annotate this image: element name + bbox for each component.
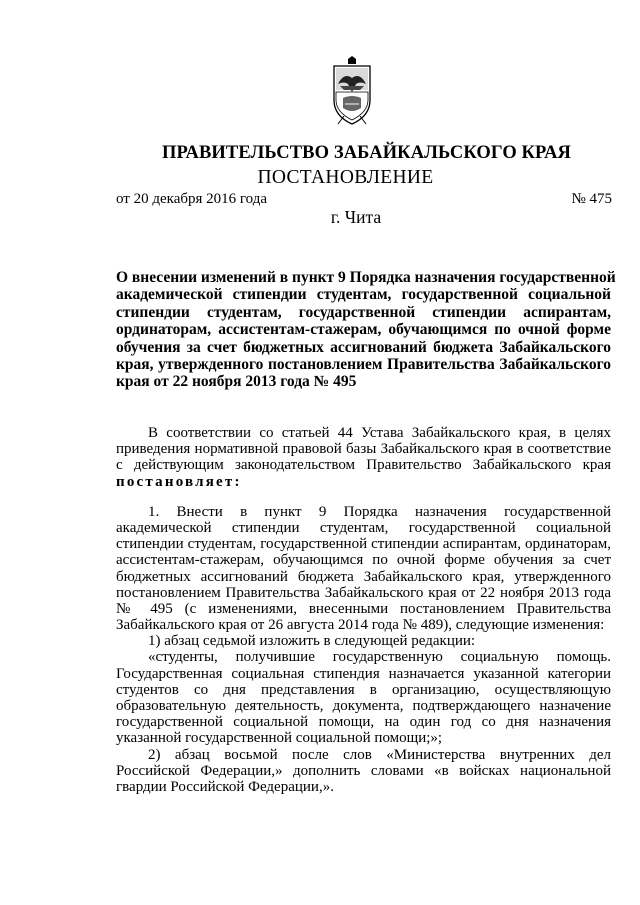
document-heading <box>116 269 616 391</box>
item1-line: 1. Внести в пункт 9 Порядка назначения государственной <box>148 503 611 520</box>
quote-line: указанной государственной социальной помощи;»; <box>116 730 443 747</box>
heading-line: края, утвержденного постановлением Правительства Забайкальского <box>116 355 611 373</box>
heading-line: обучения за счет бюджетных ассигнований бюджета Забайкальского <box>116 338 611 356</box>
document-date: от 20 декабря 2016 года <box>116 191 268 207</box>
document-number: № 475 <box>571 191 612 207</box>
heading-line: края от 22 ноября 2013 года № 495 <box>116 373 357 391</box>
document-body <box>116 425 611 795</box>
quote-line: государственной социальной помощи, на один год со дня назначения <box>116 714 611 731</box>
preamble-line: В соответствии со статьей 44 Устава Забайкальского края, в целях <box>148 425 611 441</box>
item1-line: Забайкальского края от 26 августа 2014 года № 489), следующие изменения: <box>116 617 605 634</box>
quote-line: «студенты, получившие государственную социальную помощь. <box>148 649 611 666</box>
resolves-word: постановляет: <box>116 473 242 490</box>
coat-of-arms-icon <box>330 56 374 128</box>
quote-line: студентов со дня представления в организацию, осуществляющую <box>116 681 611 698</box>
item1-line: № 495 (с изменениями, внесенными постановлением Правительства <box>116 600 611 617</box>
subitem2-line: гвардии Российской Федерации,». <box>116 778 334 795</box>
quote-line: образовательную деятельность, документа, подтверждающего назначение <box>116 698 611 714</box>
item1-line: стипендии студентам, государственной стипендии аспирантам, ординаторам, <box>116 536 611 553</box>
document-type: ПОСТАНОВЛЕНИЕ <box>257 167 434 188</box>
subitem2-line: 2) абзац восьмой после слов «Министерства внутренних дел <box>148 746 611 763</box>
item1-line: академической стипендии студентам, государственной социальной <box>116 519 611 536</box>
heading-line: ординаторам, ассистентам-стажерам, обучающимся по очной форме <box>116 321 611 339</box>
item1-line: ассистентам-стажерам, обучающимся по очной форме обучения за счет <box>116 552 611 569</box>
heading-line: О внесении изменений в пункт 9 Порядка назначения государственной <box>116 269 616 286</box>
subitem1-line: 1) абзац седьмой изложить в следующей редакции: <box>148 633 476 650</box>
subitem2-line: Российской Федерации,» дополнить словами «в войсках национальной <box>116 762 611 779</box>
organization-title: ПРАВИТЕЛЬСТВО ЗАБАЙКАЛЬСКОГО КРАЯ <box>161 143 572 163</box>
preamble-line: с действующим законодательством Правительство Забайкальского края <box>116 457 611 474</box>
preamble-line: приведения нормативной правовой базы Забайкальского края в соответствие <box>116 441 611 458</box>
quote-line: Государственная социальная стипендия назначается указанной категории <box>116 665 611 682</box>
item1-line: бюджетных ассигнований бюджета Забайкальского края, утвержденного <box>116 568 611 585</box>
heading-line: стипендии студентам, государственной стипендии аспирантам, <box>116 303 611 321</box>
heading-line: академической стипендии студентам, государственной социальной <box>116 286 611 304</box>
item1-line: постановлением Правительства Забайкальского края от 22 ноября 2013 года <box>116 584 611 601</box>
document-city: г. Чита <box>330 207 382 227</box>
